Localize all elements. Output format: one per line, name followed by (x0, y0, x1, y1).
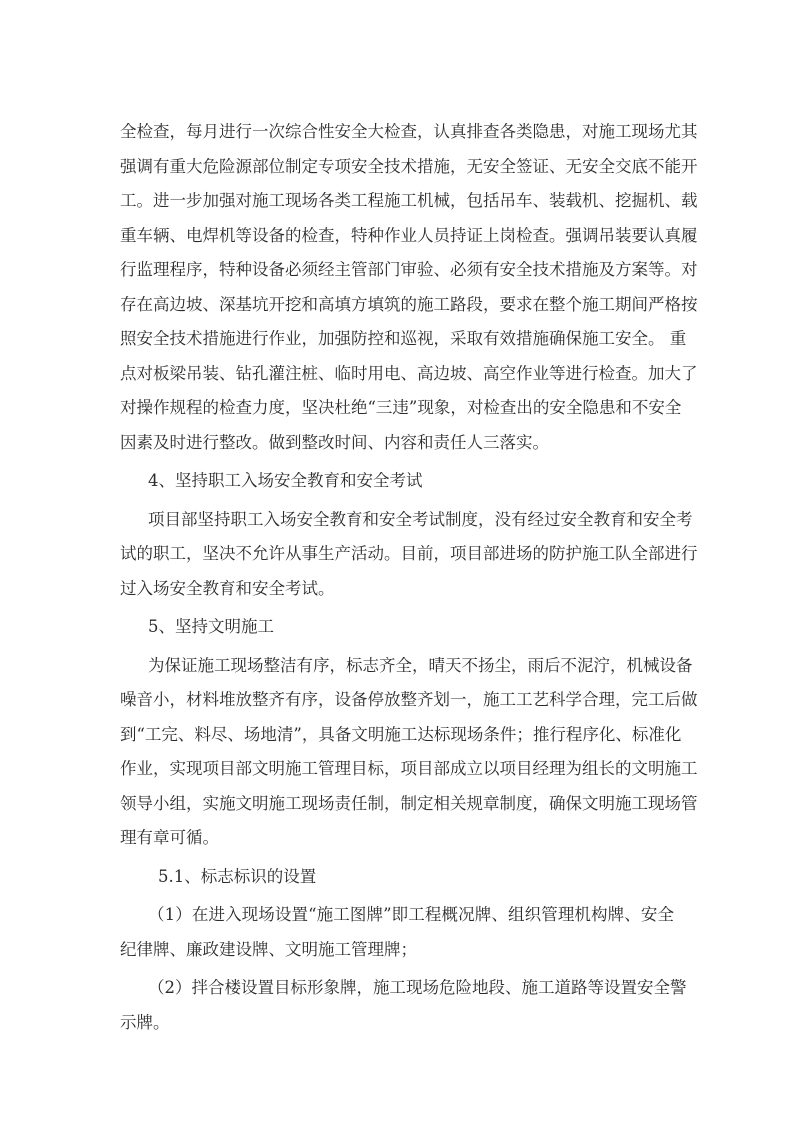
body-paragraph (120, 115, 698, 460)
text-line: 因素及时进行整改。做到整改时间、内容和责任人三落实。 (120, 432, 549, 452)
body-paragraph (120, 503, 698, 607)
section-heading (120, 464, 674, 499)
text-line: 理有章可循。 (120, 828, 219, 847)
text-line: （2）拌合楼设置目标形象牌，施工现场危险地段、施工道路等设置安全警 (148, 978, 687, 997)
text-line: 为保证施工现场整洁有序，标志齐全，晴天不扬尘，雨后不泥泞，机械设备 (148, 655, 693, 675)
text-line: 4、坚持职工入场安全教育和安全考试 (148, 471, 423, 490)
text-line: 5、坚持文明施工 (148, 617, 274, 636)
text-line: 行监理程序，特种设备必须经主管部门审验、必须有安全技术措施及方案等。对 (120, 260, 698, 279)
text-line: 到“工完、料尽、场地清”，具备文明施工达标现场条件；推行程序化、标准化 (120, 724, 682, 744)
body-paragraph (120, 898, 674, 967)
text-line: 重车辆、电焊机等设备的检查，特种作业人员持证上岗检查。强调吊装要认真履 (120, 225, 698, 245)
text-line: 过入场安全教育和安全考试。 (120, 578, 335, 598)
text-line: 对操作规程的检查力度，坚决杜绝“三违”现象，对检查出的安全隐患和不安全 (120, 398, 682, 417)
text-line: 纪律牌、廉政建设牌、文明施工管理牌； (120, 939, 417, 959)
text-line: 5.1、标志标识的设置 (158, 866, 317, 886)
body-paragraph (120, 649, 698, 856)
text-line: 作业，实现项目部文明施工管理目标，项目部成立以项目经理为组长的文明施工 (120, 759, 698, 778)
text-line: 示牌。 (120, 1012, 170, 1032)
document-page (120, 115, 698, 1040)
text-line: 点对板梁吊装、钻孔灌注桩、临时用电、高边坡、高空作业等进行检查。加大了 (120, 363, 698, 383)
text-line: 工。进一步加强对施工现场各类工程施工机械，包括吊车、装载机、挖掘机、载 (120, 191, 698, 210)
subsection-heading (120, 860, 674, 895)
text-line: 领导小组，实施文明施工现场责任制，制定相关规章制度，确保文明施工现场管 (120, 793, 698, 813)
text-line: 试的职工，坚决不允许从事生产活动。目前，项目部进场的防护施工队全部进行 (120, 544, 698, 563)
text-line: 全检查，每月进行一次综合性安全大检查，认真排查各类隐患，对施工现场尤其 (120, 122, 698, 141)
text-line: 照安全技术措施进行作业，加强防控和巡视，采取有效措施确保施工安全。 重 (120, 329, 687, 348)
body-paragraph (120, 971, 687, 1040)
text-line: （1）在进入现场设置“施工图牌”即工程概况牌、组织管理机构牌、安全 (148, 905, 674, 924)
text-line: 噪音小，材料堆放整齐有序，设备停放整齐划一，施工工艺科学合理，完工后做 (120, 690, 698, 709)
section-heading (120, 610, 674, 645)
text-line: 项目部坚持职工入场安全教育和安全考试制度，没有经过安全教育和安全考 (148, 509, 693, 529)
text-line: 强调有重大危险源部位制定专项安全技术措施，无安全签证、无安全交底不能开 (120, 156, 698, 176)
text-line: 存在高边坡、深基坑开挖和高填方填筑的施工路段，要求在整个施工期间严格按 (120, 294, 698, 314)
